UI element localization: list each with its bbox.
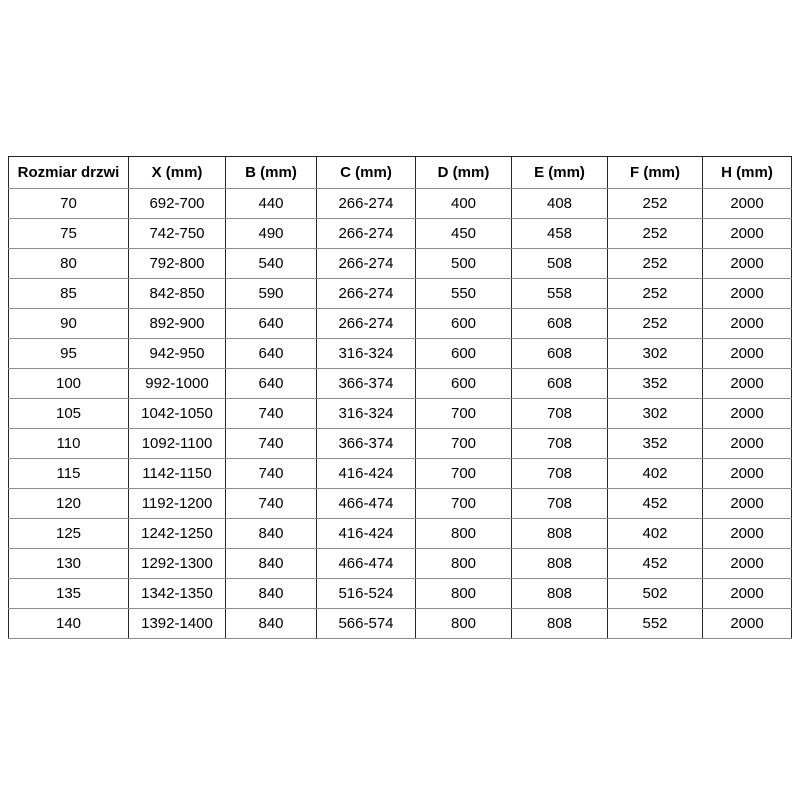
table-cell: 808 <box>512 579 608 609</box>
table-cell: 252 <box>608 249 703 279</box>
table-cell: 70 <box>9 189 129 219</box>
table-cell: 130 <box>9 549 129 579</box>
table-row <box>9 189 792 219</box>
column-header: D (mm) <box>416 157 512 189</box>
table-cell: 1142-1150 <box>129 459 226 489</box>
table-cell: 408 <box>512 189 608 219</box>
table-cell: 708 <box>512 489 608 519</box>
table-cell: 458 <box>512 219 608 249</box>
table-cell: 590 <box>226 279 317 309</box>
table-cell: 2000 <box>703 579 792 609</box>
table-cell: 992-1000 <box>129 369 226 399</box>
table-cell: 352 <box>608 429 703 459</box>
table-cell: 416-424 <box>317 519 416 549</box>
table-row <box>9 339 792 369</box>
table-cell: 80 <box>9 249 129 279</box>
table-cell: 400 <box>416 189 512 219</box>
table-cell: 1092-1100 <box>129 429 226 459</box>
table-cell: 2000 <box>703 249 792 279</box>
table-cell: 700 <box>416 399 512 429</box>
table-cell: 402 <box>608 459 703 489</box>
table-cell: 90 <box>9 309 129 339</box>
table-cell: 700 <box>416 429 512 459</box>
table-row <box>9 489 792 519</box>
table-cell: 1292-1300 <box>129 549 226 579</box>
table-cell: 366-374 <box>317 369 416 399</box>
table-cell: 740 <box>226 489 317 519</box>
table-cell: 892-900 <box>129 309 226 339</box>
table-cell: 302 <box>608 339 703 369</box>
table-cell: 252 <box>608 279 703 309</box>
column-header: B (mm) <box>226 157 317 189</box>
table-cell: 450 <box>416 219 512 249</box>
table-cell: 600 <box>416 369 512 399</box>
table-cell: 692-700 <box>129 189 226 219</box>
table-cell: 808 <box>512 609 608 639</box>
table-cell: 708 <box>512 399 608 429</box>
table-cell: 608 <box>512 339 608 369</box>
table-cell: 252 <box>608 189 703 219</box>
table-row <box>9 219 792 249</box>
table-header <box>9 157 792 189</box>
table-cell: 740 <box>226 459 317 489</box>
table-cell: 140 <box>9 609 129 639</box>
table-cell: 840 <box>226 549 317 579</box>
table-cell: 700 <box>416 489 512 519</box>
table-cell: 2000 <box>703 369 792 399</box>
table-cell: 840 <box>226 519 317 549</box>
table-cell: 566-574 <box>317 609 416 639</box>
table-cell: 840 <box>226 609 317 639</box>
table-cell: 740 <box>226 399 317 429</box>
table-cell: 942-950 <box>129 339 226 369</box>
table-row <box>9 399 792 429</box>
table-cell: 2000 <box>703 429 792 459</box>
table-cell: 640 <box>226 369 317 399</box>
table-cell: 708 <box>512 459 608 489</box>
table-cell: 502 <box>608 579 703 609</box>
table-cell: 115 <box>9 459 129 489</box>
table-cell: 1392-1400 <box>129 609 226 639</box>
table-cell: 100 <box>9 369 129 399</box>
table-cell: 110 <box>9 429 129 459</box>
table-cell: 1242-1250 <box>129 519 226 549</box>
column-header: Rozmiar drzwi <box>9 157 129 189</box>
table-cell: 558 <box>512 279 608 309</box>
table-cell: 352 <box>608 369 703 399</box>
table-cell: 842-850 <box>129 279 226 309</box>
table-cell: 508 <box>512 249 608 279</box>
column-header: X (mm) <box>129 157 226 189</box>
table-cell: 1192-1200 <box>129 489 226 519</box>
column-header: C (mm) <box>317 157 416 189</box>
table-cell: 2000 <box>703 279 792 309</box>
table-cell: 1342-1350 <box>129 579 226 609</box>
table-cell: 302 <box>608 399 703 429</box>
table-cell: 366-374 <box>317 429 416 459</box>
table-cell: 105 <box>9 399 129 429</box>
table-cell: 466-474 <box>317 489 416 519</box>
table-cell: 266-274 <box>317 249 416 279</box>
table-row <box>9 249 792 279</box>
table-cell: 75 <box>9 219 129 249</box>
table-row <box>9 609 792 639</box>
table-cell: 792-800 <box>129 249 226 279</box>
table-cell: 252 <box>608 219 703 249</box>
table-cell: 452 <box>608 549 703 579</box>
table-cell: 550 <box>416 279 512 309</box>
table-cell: 466-474 <box>317 549 416 579</box>
column-header: E (mm) <box>512 157 608 189</box>
table-body <box>9 189 792 639</box>
table-cell: 2000 <box>703 549 792 579</box>
table-cell: 640 <box>226 339 317 369</box>
table-cell: 540 <box>226 249 317 279</box>
table-cell: 2000 <box>703 339 792 369</box>
table-cell: 640 <box>226 309 317 339</box>
table-cell: 516-524 <box>317 579 416 609</box>
header-row <box>9 157 792 189</box>
table-row <box>9 459 792 489</box>
table-cell: 2000 <box>703 489 792 519</box>
table-cell: 120 <box>9 489 129 519</box>
table-cell: 742-750 <box>129 219 226 249</box>
table-cell: 316-324 <box>317 339 416 369</box>
table-cell: 416-424 <box>317 459 416 489</box>
table-cell: 2000 <box>703 459 792 489</box>
table-cell: 800 <box>416 549 512 579</box>
table-cell: 608 <box>512 309 608 339</box>
table-cell: 608 <box>512 369 608 399</box>
table-row <box>9 519 792 549</box>
table-cell: 2000 <box>703 609 792 639</box>
table-cell: 316-324 <box>317 399 416 429</box>
table-cell: 552 <box>608 609 703 639</box>
table-cell: 1042-1050 <box>129 399 226 429</box>
table-cell: 800 <box>416 579 512 609</box>
table-cell: 95 <box>9 339 129 369</box>
table-cell: 125 <box>9 519 129 549</box>
table-cell: 2000 <box>703 309 792 339</box>
table-cell: 85 <box>9 279 129 309</box>
table-cell: 700 <box>416 459 512 489</box>
table-cell: 600 <box>416 309 512 339</box>
door-size-table-container <box>8 156 792 639</box>
table-cell: 490 <box>226 219 317 249</box>
table-row <box>9 549 792 579</box>
table-row <box>9 579 792 609</box>
table-row <box>9 279 792 309</box>
table-row <box>9 429 792 459</box>
table-cell: 808 <box>512 549 608 579</box>
table-cell: 266-274 <box>317 309 416 339</box>
table-cell: 2000 <box>703 219 792 249</box>
table-cell: 600 <box>416 339 512 369</box>
table-cell: 808 <box>512 519 608 549</box>
door-size-table <box>8 156 792 639</box>
table-cell: 708 <box>512 429 608 459</box>
table-cell: 2000 <box>703 189 792 219</box>
table-cell: 266-274 <box>317 279 416 309</box>
table-cell: 440 <box>226 189 317 219</box>
table-cell: 2000 <box>703 519 792 549</box>
table-cell: 500 <box>416 249 512 279</box>
table-cell: 840 <box>226 579 317 609</box>
table-cell: 800 <box>416 519 512 549</box>
table-row <box>9 309 792 339</box>
table-cell: 266-274 <box>317 219 416 249</box>
table-cell: 252 <box>608 309 703 339</box>
table-cell: 452 <box>608 489 703 519</box>
table-cell: 402 <box>608 519 703 549</box>
table-cell: 800 <box>416 609 512 639</box>
column-header: H (mm) <box>703 157 792 189</box>
table-cell: 740 <box>226 429 317 459</box>
table-row <box>9 369 792 399</box>
table-cell: 266-274 <box>317 189 416 219</box>
table-cell: 135 <box>9 579 129 609</box>
column-header: F (mm) <box>608 157 703 189</box>
table-cell: 2000 <box>703 399 792 429</box>
